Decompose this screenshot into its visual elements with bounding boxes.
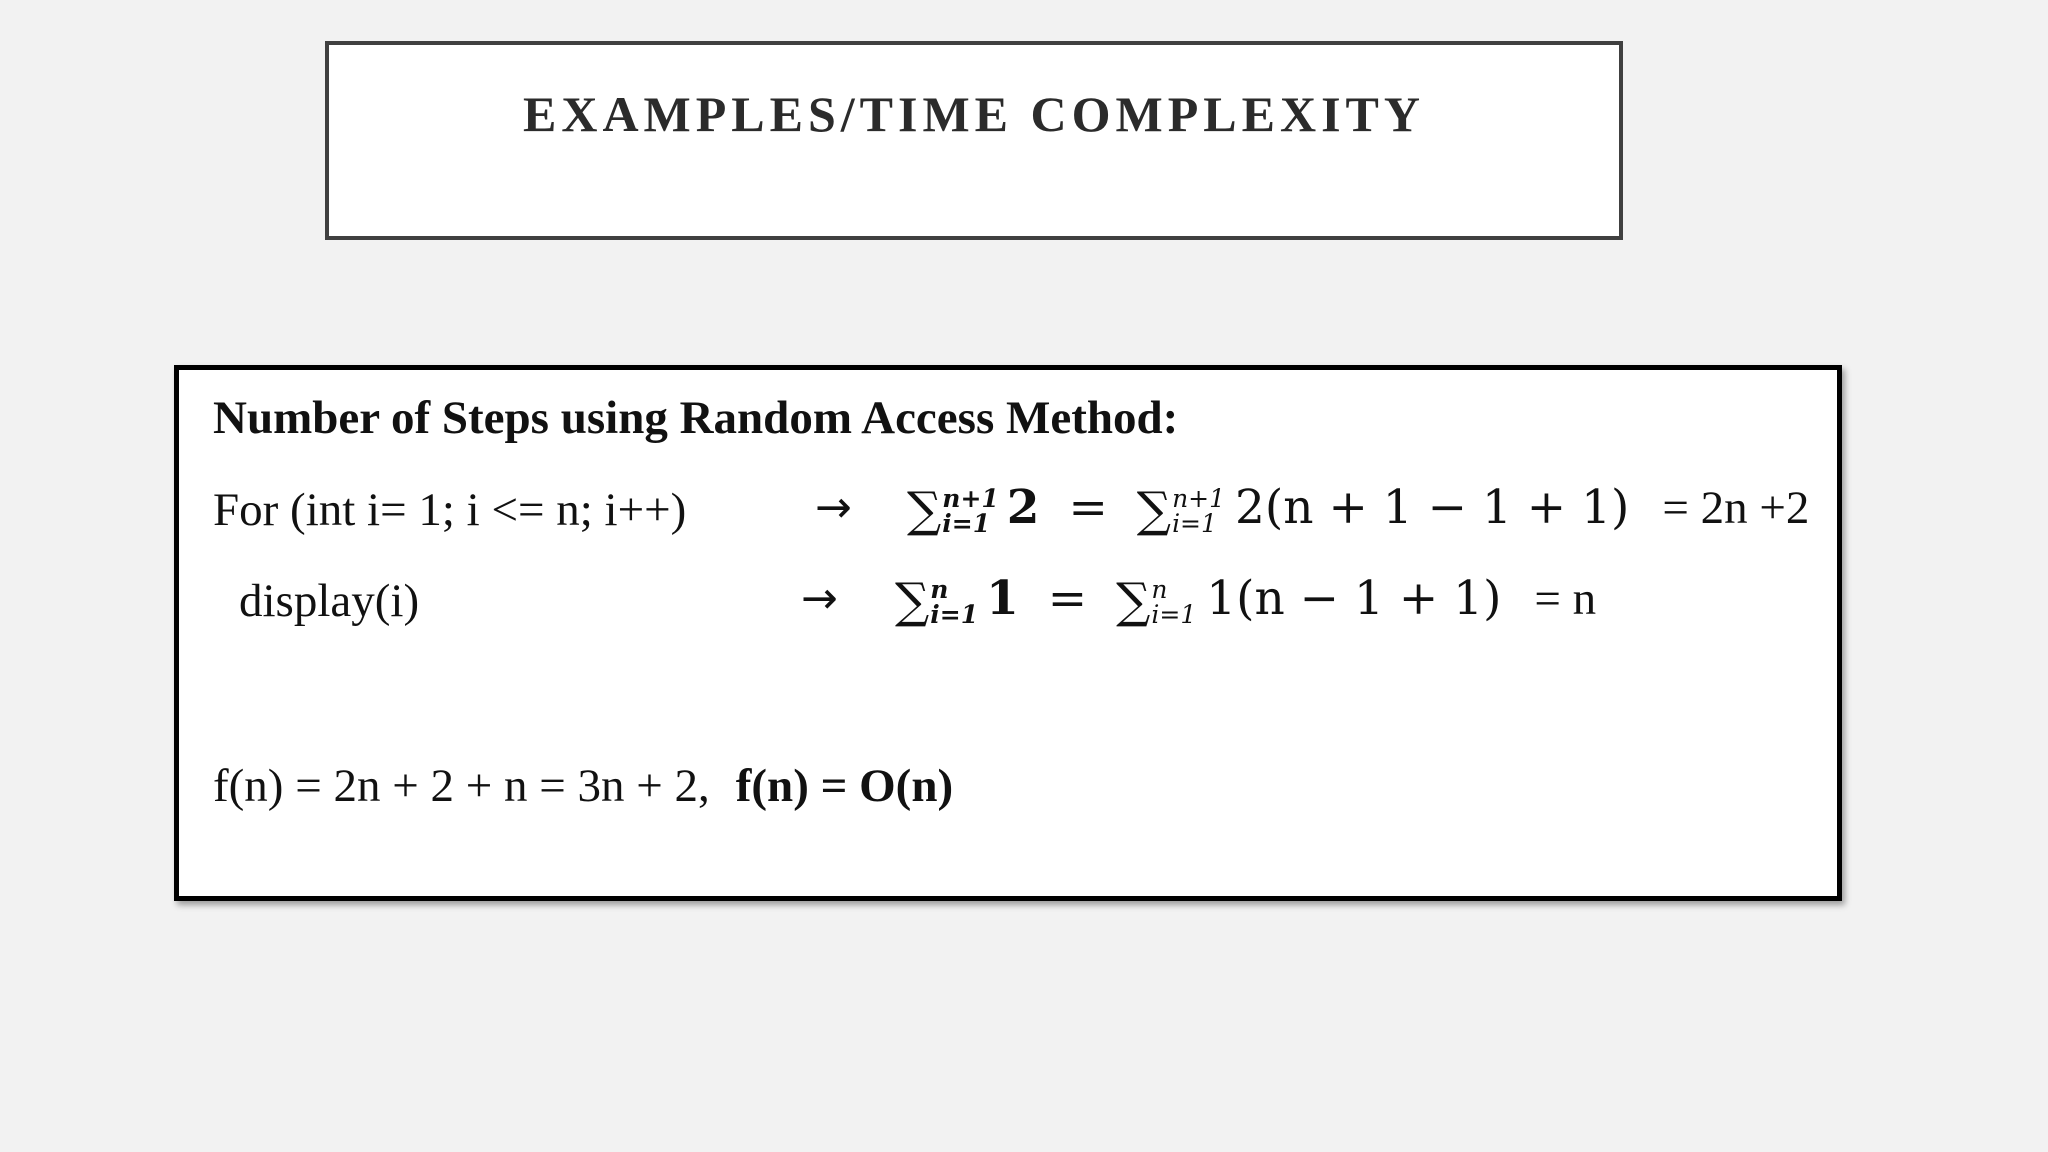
sum-lower-limit: i=1: [1172, 509, 1217, 538]
sum-limits: [1172, 486, 1225, 536]
sum-upper-limit: n+1: [942, 484, 999, 513]
sum-limits: [942, 486, 999, 536]
content-heading: Number of Steps using Random Access Method:: [213, 392, 1179, 444]
sum-result: = n: [1534, 573, 1597, 625]
sum-expression: 2(n + 1 − 1 + 1): [1235, 480, 1630, 535]
equals-sign: =: [1068, 480, 1108, 535]
sigma-symbol: ∑: [907, 482, 942, 539]
sum-limits: [1151, 577, 1196, 627]
arrow-right-icon: →: [801, 573, 838, 624]
display-code: display(i): [239, 575, 420, 627]
arrow-right-icon: →: [815, 482, 852, 533]
sum-term: 2: [1006, 480, 1040, 535]
sum-result: = 2n +2: [1662, 482, 1810, 534]
sum-lower-limit: i=1: [1151, 600, 1197, 629]
sum-expression: 1(n − 1 + 1): [1206, 571, 1502, 626]
sum-upper-limit: n: [930, 575, 949, 604]
display-sum-expression: [895, 571, 1596, 631]
big-o-result: f(n) = O(n): [735, 760, 954, 812]
sigma-symbol: ∑: [1116, 573, 1151, 630]
for-loop-code: For (int i= 1; i <= n; i++): [213, 484, 687, 536]
sigma-symbol: ∑: [1136, 482, 1172, 539]
title-box: [325, 41, 1623, 240]
for-loop-sum-expression: [907, 480, 1809, 540]
sigma-symbol: ∑: [895, 573, 930, 630]
function-summary: [213, 758, 953, 814]
sum-upper-limit: n: [1151, 575, 1168, 604]
sum-term: 1: [986, 571, 1019, 626]
function-expression: f(n) = 2n + 2 + n = 3n + 2,: [213, 760, 710, 812]
sum-lower-limit: i=1: [930, 600, 979, 629]
sum-limits: [930, 577, 978, 627]
sum-upper-limit: n+1: [1172, 484, 1226, 513]
equals-sign: =: [1047, 571, 1088, 626]
content-box: [174, 365, 1842, 901]
slide-title: EXAMPLES/TIME COMPLEXITY: [522, 86, 1425, 142]
sum-lower-limit: i=1: [942, 509, 991, 538]
